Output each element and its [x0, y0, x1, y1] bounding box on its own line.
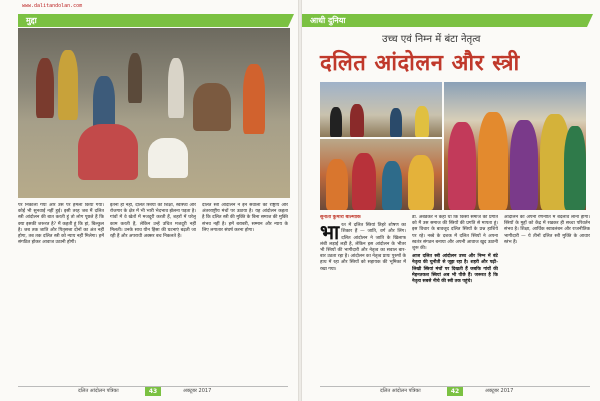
- author-byline: सुनीता कुमारी बाल्मीकि: [320, 215, 361, 220]
- left-column-2: [110, 203, 196, 381]
- right-col2-text: डॉ. अंबेडकर ने कहा था कि किसी समाज की प्रगति को मैं उस समाज की स्त्रियों की प्रगति से मापता हूं। इस विचार के बावजूद दलित स्त्रियों के प्रश्न हाशिये पर रहे। नब्बे के दशक में दलित स्त्रियों ने अपना स्वतंत्र संगठन बनाया और अपनी आवाज खुद उठानी शुरू की।: [412, 215, 498, 252]
- left-footer: [18, 386, 288, 395]
- right-col2-text-b: आज दलित स्त्री आंदोलन उच्च और निम्न में बंटे नेतृत्व की चुनौती से जूझ रहा है। शहरी और पढ़ी-लिखी स्त्रियां मंचों पर दिखती हैं जबकि गांवों की मेहनतकश स्त्रियां अब भी पीछे हैं। जरूरत है कि नेतृत्व सबसे नीचे की स्त्री तक पहुंचे।: [412, 254, 498, 285]
- left-col3-text: दलित स्त्री आंदोलन ने इन सवालों को राष्ट्रीय और अंतरराष्ट्रीय मंचों पर उठाया है। यह आंदोलन कहता है कि दलित स्त्री की मुक्ति के बिना समाज की मुक्ति संभव नहीं है। हमें बराबरी, सम्मान और न्याय के लिए लगातार संघर्ष करना होगा।: [202, 203, 288, 233]
- section-tab-aadhi-duniya: [302, 14, 587, 27]
- women-march-photo: [444, 82, 586, 210]
- footer-magazine: दलित आंदोलन पत्रिका: [380, 388, 421, 394]
- article-kicker: उच्च एवं निम्न में बंटा नेतृत्व: [382, 34, 481, 45]
- footer-date: अक्टूबर 2017: [485, 388, 514, 394]
- left-column-1: [18, 203, 104, 381]
- left-page: [0, 0, 298, 401]
- right-footer: [320, 386, 590, 395]
- website-url[interactable]: www.dalitandolan.com: [22, 3, 83, 9]
- section-tab-mudda: [18, 14, 288, 27]
- right-col1-text: रत में दलित स्त्रियां तिहरे शोषण का शिकार हैं — जाति, वर्ग और लिंग। दलित आंदोलन ने जाति के खिलाफ लंबी लड़ाई लड़ी है, लेकिन इस आंदोलन के भीतर भी स्त्रियों की भागीदारी और नेतृत्व का सवाल बार-बार उठता रहा है। आंदोलन का नेतृत्व प्रायः पुरुषों के हाथ में रहा और स्त्रियों को सहायक की भूमिका में रखा गया।: [320, 223, 406, 272]
- left-col2-text: इतना ही नहीं, दलित स्त्रियों को शिक्षा, स्वास्थ्य और रोजगार के क्षेत्र में भी भारी भेदभाव झेलना पड़ता है। गांवों में वे खेतों में मजदूरी करती हैं, शहरों में घरेलू काम करती हैं, लेकिन उन्हें उचित मजदूरी नहीं मिलती। उनके साथ यौन हिंसा की घटनाएं बढ़ती जा रही हैं और अपराधी अक्सर बच निकलते हैं।: [110, 203, 196, 240]
- left-column-3: [202, 203, 288, 381]
- footer-magazine: दलित आंदोलन पत्रिका: [78, 388, 119, 394]
- lead-photo: [18, 28, 290, 198]
- left-col1-text: पर निकाला गया और उस पर हमला किया गया। कोई भी सुनवाई नहीं हुई। इसी तरह जब मैं दलित स्त्री आंदोलन की बात करती हूं तो लोग पूछते हैं कि क्या इसकी जरूरत है? मैं कहती हूं कि हां, बिल्कुल है। जब तक जाति और पितृसत्ता दोनों का अंत नहीं होगा, तब तक दलित स्त्री को न्याय नहीं मिलेगा। हमें संगठित होकर आवाज उठानी होगी।: [18, 203, 104, 246]
- right-col3-text: आंदोलन को अपनी रणनीति में बदलाव लाना होगा। स्त्रियों के मुद्दों को केंद्र में रखकर ही सच्चा परिवर्तन संभव है। शिक्षा, आर्थिक स्वावलंबन और राजनीतिक भागीदारी — ये तीनों दलित स्त्री मुक्ति के आधार स्तंभ हैं।: [504, 215, 590, 245]
- footer-date: अक्टूबर 2017: [183, 388, 212, 394]
- right-page: [302, 0, 600, 401]
- right-column-1: [320, 215, 406, 381]
- rally-photo-crowd: [320, 139, 442, 210]
- drop-cap: भा: [320, 220, 340, 245]
- right-column-2: [412, 215, 498, 381]
- page-number: 43: [145, 387, 161, 396]
- section-label: आधी दुनिया: [310, 16, 346, 25]
- right-column-3: [504, 215, 590, 381]
- article-headline: दलित आंदोलन और स्त्री: [320, 50, 520, 76]
- section-label: मुद्दा: [26, 16, 37, 25]
- page-number: 42: [447, 387, 463, 396]
- rally-photo-street: [320, 82, 442, 137]
